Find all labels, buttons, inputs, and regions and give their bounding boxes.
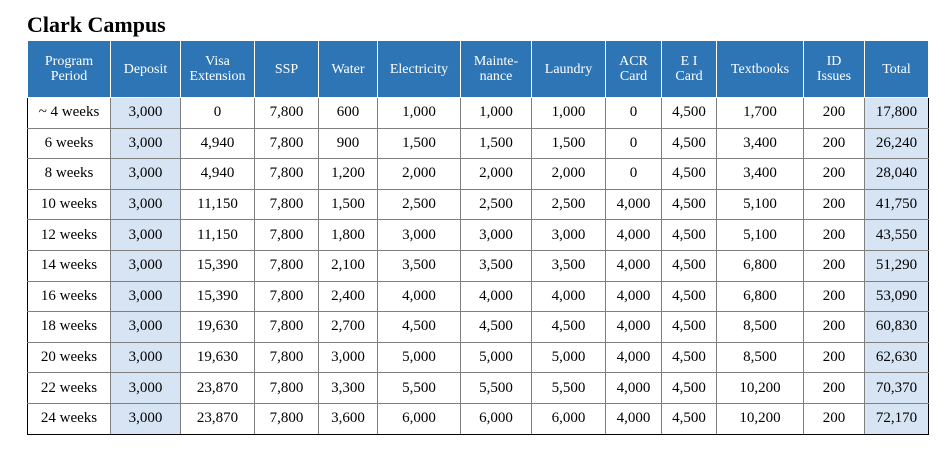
cell-program-period: 18 weeks (28, 312, 111, 343)
cell-total: 43,550 (865, 220, 929, 251)
cell-maintenance: 2,500 (461, 189, 532, 220)
cell-acr-card: 4,000 (606, 312, 662, 343)
cell-textbooks: 6,800 (717, 281, 804, 312)
cell-maintenance: 1,000 (461, 98, 532, 129)
column-header-program-period (28, 41, 111, 98)
cell-water: 3,000 (319, 342, 378, 373)
column-header-deposit (111, 41, 181, 98)
column-header-label: Electricity (389, 61, 449, 77)
cell-id-issues: 200 (804, 281, 865, 312)
cell-electricity: 5,000 (378, 342, 461, 373)
cell-program-period: 16 weeks (28, 281, 111, 312)
cell-ei-card: 4,500 (662, 98, 717, 129)
cell-laundry: 3,500 (532, 250, 606, 281)
column-header-maintenance (461, 41, 532, 98)
cell-id-issues: 200 (804, 342, 865, 373)
cell-water: 900 (319, 128, 378, 159)
cell-visa-extension: 19,630 (181, 312, 255, 343)
cell-ei-card: 4,500 (662, 281, 717, 312)
cell-textbooks: 3,400 (717, 128, 804, 159)
cell-electricity: 2,500 (378, 189, 461, 220)
cell-maintenance: 6,000 (461, 403, 532, 434)
cell-id-issues: 200 (804, 159, 865, 190)
cell-program-period: 10 weeks (28, 189, 111, 220)
cell-ssp: 7,800 (255, 342, 319, 373)
cell-maintenance: 1,500 (461, 128, 532, 159)
column-header-ei-card (662, 41, 717, 98)
cell-deposit: 3,000 (111, 159, 181, 190)
cell-visa-extension: 15,390 (181, 281, 255, 312)
table-row (28, 220, 929, 251)
cell-id-issues: 200 (804, 312, 865, 343)
cell-ei-card: 4,500 (662, 250, 717, 281)
cell-laundry: 4,000 (532, 281, 606, 312)
column-header-label: Extension (189, 69, 246, 84)
cell-water: 600 (319, 98, 378, 129)
column-header-label: nance (479, 69, 513, 84)
cell-total: 60,830 (865, 312, 929, 343)
cell-ei-card: 4,500 (662, 403, 717, 434)
cell-laundry: 4,500 (532, 312, 606, 343)
cell-deposit: 3,000 (111, 98, 181, 129)
column-header-total (865, 41, 929, 98)
column-header-label: E I (680, 54, 698, 69)
cell-id-issues: 200 (804, 128, 865, 159)
column-header-label: Period (50, 69, 88, 84)
cell-electricity: 3,500 (378, 250, 461, 281)
cell-total: 17,800 (865, 98, 929, 129)
cell-textbooks: 5,100 (717, 189, 804, 220)
table-row (28, 159, 929, 190)
column-header-ssp (255, 41, 319, 98)
column-header-label: Visa (205, 54, 230, 69)
table-row (28, 342, 929, 373)
cell-laundry: 2,000 (532, 159, 606, 190)
cell-laundry: 2,500 (532, 189, 606, 220)
cell-electricity: 1,500 (378, 128, 461, 159)
cell-total: 70,370 (865, 373, 929, 404)
cell-visa-extension: 4,940 (181, 159, 255, 190)
cell-visa-extension: 23,870 (181, 403, 255, 434)
cell-textbooks: 3,400 (717, 159, 804, 190)
cell-program-period: 12 weeks (28, 220, 111, 251)
cell-textbooks: 10,200 (717, 373, 804, 404)
cell-visa-extension: 19,630 (181, 342, 255, 373)
cell-ssp: 7,800 (255, 128, 319, 159)
column-header-label: Water (331, 61, 365, 77)
table-row (28, 250, 929, 281)
cell-electricity: 6,000 (378, 403, 461, 434)
cell-id-issues: 200 (804, 403, 865, 434)
table-row (28, 98, 929, 129)
cell-acr-card: 4,000 (606, 373, 662, 404)
cell-ei-card: 4,500 (662, 220, 717, 251)
cell-electricity: 1,000 (378, 98, 461, 129)
cell-deposit: 3,000 (111, 312, 181, 343)
cell-ssp: 7,800 (255, 373, 319, 404)
column-header-electricity (378, 41, 461, 98)
cell-maintenance: 3,000 (461, 220, 532, 251)
cell-textbooks: 8,500 (717, 312, 804, 343)
cell-deposit: 3,000 (111, 220, 181, 251)
cell-ssp: 7,800 (255, 159, 319, 190)
cell-acr-card: 4,000 (606, 342, 662, 373)
cell-ei-card: 4,500 (662, 342, 717, 373)
fee-table (27, 40, 929, 435)
cell-ei-card: 4,500 (662, 128, 717, 159)
column-header-id-issues (804, 41, 865, 98)
cell-ei-card: 4,500 (662, 159, 717, 190)
cell-laundry: 3,000 (532, 220, 606, 251)
cell-deposit: 3,000 (111, 281, 181, 312)
cell-water: 1,200 (319, 159, 378, 190)
cell-textbooks: 8,500 (717, 342, 804, 373)
cell-water: 3,600 (319, 403, 378, 434)
cell-deposit: 3,000 (111, 403, 181, 434)
cell-electricity: 4,000 (378, 281, 461, 312)
column-header-label: Textbooks (730, 61, 790, 77)
cell-deposit: 3,000 (111, 128, 181, 159)
cell-acr-card: 4,000 (606, 403, 662, 434)
column-header-acr-card (606, 41, 662, 98)
cell-total: 62,630 (865, 342, 929, 373)
cell-program-period: 24 weeks (28, 403, 111, 434)
table-row (28, 312, 929, 343)
cell-acr-card: 0 (606, 159, 662, 190)
cell-program-period: ~ 4 weeks (28, 98, 111, 129)
column-header-label: ACR (619, 54, 648, 69)
cell-water: 1,800 (319, 220, 378, 251)
cell-visa-extension: 23,870 (181, 373, 255, 404)
column-header-label: Card (675, 69, 703, 84)
cell-ssp: 7,800 (255, 98, 319, 129)
column-header-label: Total (882, 61, 911, 77)
cell-maintenance: 2,000 (461, 159, 532, 190)
cell-total: 26,240 (865, 128, 929, 159)
column-header-visa-extension (181, 41, 255, 98)
cell-water: 2,700 (319, 312, 378, 343)
column-header-water (319, 41, 378, 98)
cell-ei-card: 4,500 (662, 189, 717, 220)
column-header-label: Deposit (123, 61, 168, 77)
cell-acr-card: 4,000 (606, 281, 662, 312)
cell-deposit: 3,000 (111, 189, 181, 220)
cell-acr-card: 4,000 (606, 250, 662, 281)
cell-ssp: 7,800 (255, 403, 319, 434)
cell-laundry: 6,000 (532, 403, 606, 434)
page-title: Clark Campus (27, 12, 166, 37)
cell-ei-card: 4,500 (662, 312, 717, 343)
column-header-label: Issues (816, 69, 852, 84)
cell-maintenance: 4,000 (461, 281, 532, 312)
cell-textbooks: 5,100 (717, 220, 804, 251)
cell-water: 2,100 (319, 250, 378, 281)
cell-id-issues: 200 (804, 220, 865, 251)
cell-water: 3,300 (319, 373, 378, 404)
cell-ssp: 7,800 (255, 220, 319, 251)
column-header-label: Card (619, 69, 648, 84)
cell-id-issues: 200 (804, 98, 865, 129)
cell-textbooks: 10,200 (717, 403, 804, 434)
table-header-row (28, 41, 929, 98)
cell-laundry: 1,000 (532, 98, 606, 129)
cell-maintenance: 5,500 (461, 373, 532, 404)
column-header-label: Mainte- (473, 54, 519, 69)
table-row (28, 403, 929, 434)
cell-deposit: 3,000 (111, 342, 181, 373)
cell-program-period: 22 weeks (28, 373, 111, 404)
table-row (28, 373, 929, 404)
table-row (28, 128, 929, 159)
cell-ssp: 7,800 (255, 312, 319, 343)
cell-id-issues: 200 (804, 373, 865, 404)
cell-maintenance: 5,000 (461, 342, 532, 373)
cell-laundry: 5,000 (532, 342, 606, 373)
cell-program-period: 14 weeks (28, 250, 111, 281)
cell-total: 72,170 (865, 403, 929, 434)
cell-visa-extension: 11,150 (181, 189, 255, 220)
cell-maintenance: 3,500 (461, 250, 532, 281)
cell-water: 2,400 (319, 281, 378, 312)
cell-program-period: 6 weeks (28, 128, 111, 159)
cell-textbooks: 1,700 (717, 98, 804, 129)
column-header-label: Laundry (544, 61, 593, 77)
table-row (28, 281, 929, 312)
cell-total: 53,090 (865, 281, 929, 312)
cell-ei-card: 4,500 (662, 373, 717, 404)
cell-ssp: 7,800 (255, 250, 319, 281)
cell-electricity: 4,500 (378, 312, 461, 343)
column-header-laundry (532, 41, 606, 98)
cell-acr-card: 4,000 (606, 189, 662, 220)
cell-water: 1,500 (319, 189, 378, 220)
cell-textbooks: 6,800 (717, 250, 804, 281)
cell-visa-extension: 11,150 (181, 220, 255, 251)
column-header-label: ID (826, 54, 842, 69)
column-header-label: SSP (274, 61, 299, 77)
cell-total: 51,290 (865, 250, 929, 281)
table-row (28, 189, 929, 220)
cell-visa-extension: 4,940 (181, 128, 255, 159)
cell-acr-card: 4,000 (606, 220, 662, 251)
cell-total: 28,040 (865, 159, 929, 190)
cell-ssp: 7,800 (255, 189, 319, 220)
table-body (28, 98, 929, 435)
cell-electricity: 3,000 (378, 220, 461, 251)
cell-id-issues: 200 (804, 250, 865, 281)
cell-acr-card: 0 (606, 128, 662, 159)
cell-visa-extension: 15,390 (181, 250, 255, 281)
cell-deposit: 3,000 (111, 373, 181, 404)
column-header-label: Program (44, 54, 94, 69)
cell-acr-card: 0 (606, 98, 662, 129)
cell-program-period: 8 weeks (28, 159, 111, 190)
cell-laundry: 1,500 (532, 128, 606, 159)
cell-program-period: 20 weeks (28, 342, 111, 373)
cell-electricity: 2,000 (378, 159, 461, 190)
cell-maintenance: 4,500 (461, 312, 532, 343)
cell-ssp: 7,800 (255, 281, 319, 312)
cell-electricity: 5,500 (378, 373, 461, 404)
cell-visa-extension: 0 (181, 98, 255, 129)
cell-laundry: 5,500 (532, 373, 606, 404)
column-header-textbooks (717, 41, 804, 98)
cell-deposit: 3,000 (111, 250, 181, 281)
cell-total: 41,750 (865, 189, 929, 220)
cell-id-issues: 200 (804, 189, 865, 220)
